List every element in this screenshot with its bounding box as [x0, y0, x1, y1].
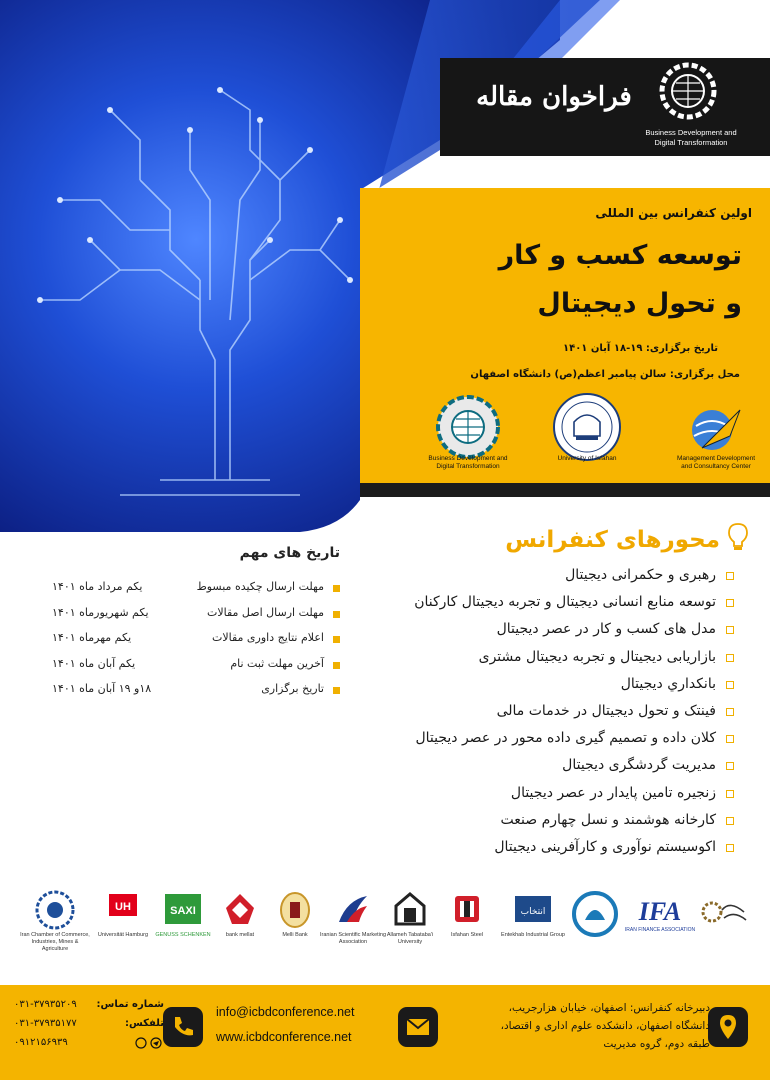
sponsor-allameh-tabatabai: Allameh Tabataba'i University [375, 890, 445, 956]
host-caption-bddt: Business Development and Digital Transformation [428, 455, 508, 470]
list-item: بانکداري دیجیتال [314, 671, 734, 698]
date-row: آخرین مهلت ثبت نام یکم آبان ماه ۱۴۰۱ [40, 655, 340, 681]
bullet-square-icon [726, 599, 734, 607]
important-dates-heading: تاریخ های مهم [239, 545, 340, 561]
bullet-square-icon [726, 762, 734, 770]
bullet-square-icon [726, 817, 734, 825]
footer-website[interactable]: www.icbdconference.net [216, 1030, 352, 1044]
sponsor-logos [20, 890, 755, 960]
list-item: توسعه منابع انسانی دیجیتال و تجربه دیجیتال کارکنان [314, 589, 734, 616]
messenger-icons [134, 1037, 164, 1052]
sponsor-entekhab: انتخاب Entekhab Industrial Group [498, 890, 568, 956]
list-item: مدل های کسب و کار در عصر دیجیتال [314, 616, 734, 643]
management-center-logo-icon [682, 396, 748, 462]
date-row: اعلام نتایج داوری مقالات یکم مهرماه ۱۴۰۱ [40, 629, 340, 655]
list-item: کارخانه هوشمند و نسل چهارم صنعت [314, 807, 734, 834]
isfahan-steel-logo-icon [447, 890, 487, 930]
bullet-icon [333, 585, 340, 592]
round-emblem-logo-icon [571, 890, 619, 938]
hero-banner [0, 0, 770, 535]
sponsor-bank-mellat: bank mellat [205, 890, 275, 956]
conference-subtitle: اولین کنفرانس بین المللی [595, 206, 752, 220]
host-caption-management: Management Development and Consultancy Center [676, 455, 756, 470]
bullet-icon [333, 687, 340, 694]
bullet-square-icon [726, 654, 734, 662]
lightbulb-icon [727, 522, 749, 552]
sponsor-ifa [620, 890, 700, 956]
email-icon-box [398, 1007, 438, 1047]
mobile-number[interactable]: ۰۹۱۲۱۵۶۹۳۹ [14, 1037, 68, 1048]
list-item: بازاریابی دیجیتال و تجربه دیجیتال مشتری [314, 644, 734, 671]
organizer-name-en: Business Development and Digital Transformation [645, 128, 737, 147]
svg-text:SAXI: SAXI [170, 905, 196, 917]
topics-list [314, 562, 734, 861]
sponsor-uni-hamburg: UH Universität Hamburg [88, 890, 158, 956]
host-caption-isfahan: University of Isfahan [557, 455, 617, 462]
decorative-strip [360, 483, 770, 497]
sponsor-iran-chamber: Iran Chamber of Commerce, Industries, Mines & Agriculture [20, 890, 90, 956]
date-row: تاریخ برگزاری ۱۸و ۱۹ آبان ماه ۱۴۰۱ [40, 680, 340, 706]
bullet-icon [333, 611, 340, 618]
organizer-gear-globe-icon [659, 62, 717, 120]
list-item: فینتک و تحول دیجیتال در خدمات مالی [314, 698, 734, 725]
location-pin-icon [708, 1007, 748, 1047]
bullet-square-icon [726, 572, 734, 580]
allameh-tabatabai-logo-icon [390, 890, 430, 930]
fax-number[interactable]: ۰۳۱-۳۷۹۳۵۱۷۷ [14, 1018, 77, 1029]
svg-text:UH: UH [115, 901, 131, 913]
marketing-association-logo-icon [333, 890, 373, 930]
bullet-icon [333, 636, 340, 643]
topics-heading: محورهای کنفرانس [505, 527, 720, 553]
bullet-square-icon [726, 735, 734, 743]
list-item: زنجیره تامین پایدار در عصر دیجیتال [314, 780, 734, 807]
phone-icon [163, 1007, 203, 1047]
sponsor-isfahan-steel: Isfahan Steel [432, 890, 502, 956]
conference-title: توسعه کسب و کار و تحول دیجیتال [498, 240, 742, 319]
list-item: مدیریت گردشگری دیجیتال [314, 752, 734, 779]
svg-text:IRAN FINANCE ASSOCIATION: IRAN FINANCE ASSOCIATION [625, 927, 695, 933]
bullet-icon [333, 662, 340, 669]
ifa-logo-icon [625, 890, 695, 934]
list-item: رهبری و حکمرانی دیجیتال [314, 562, 734, 589]
contact-footer [0, 985, 770, 1080]
bullet-square-icon [726, 844, 734, 852]
conference-venue: محل برگزاری: سالن پیامبر اعظم(ص) دانشگاه اصفهان [470, 369, 740, 380]
phone-number[interactable]: ۰۳۱-۳۷۹۳۵۲۰۹ [14, 999, 77, 1010]
bullet-square-icon [726, 708, 734, 716]
genuss-logo-icon [161, 890, 205, 930]
sponsor-genuss: SAXI GENUSS SCHENKEN [148, 890, 218, 956]
melli-bank-logo-icon [275, 890, 315, 930]
important-dates-list [40, 578, 340, 706]
university-of-isfahan-logo-icon [552, 392, 622, 462]
location-icon-box [708, 1007, 748, 1047]
conference-info-box [360, 188, 770, 483]
date-row: مهلت ارسال چکیده مبسوط یکم مرداد ماه ۱۴۰۱ [40, 578, 340, 604]
iran-chamber-logo-icon [35, 890, 75, 930]
entekhab-logo-icon [511, 890, 555, 930]
bullet-square-icon [726, 790, 734, 798]
uni-hamburg-logo-icon [103, 890, 143, 930]
sponsor-marketing-association: Iranian Scientific Marketing Association [318, 890, 388, 956]
footer-email[interactable]: info@icbdconference.net [216, 1005, 355, 1019]
bank-mellat-logo-icon [220, 890, 260, 930]
bullet-square-icon [726, 626, 734, 634]
footer-address: دبیرخانه کنفرانس: اصفهان، خیابان هزارجریب، دانشگاه اصفهان، دانشکده علوم اداری و اقتصاد، طبقه دوم، گروه مدیریت [500, 1002, 710, 1050]
sponsor-calligraphy [695, 890, 755, 956]
date-row: مهلت ارسال اصل مقالات یکم شهریورماه ۱۴۰۱ [40, 604, 340, 630]
svg-text:انتخاب: انتخاب [520, 907, 546, 917]
list-item: کلان داده و تصمیم گیری داده محور در عصر دیجیتال [314, 725, 734, 752]
phone-icon-box [163, 1007, 203, 1047]
whatsapp-telegram-icon [134, 1037, 164, 1049]
list-item: اکوسیستم نوآوری و کارآفرینی دیجیتال [314, 834, 734, 861]
sponsor-melli-bank: Melli Bank [260, 890, 330, 956]
call-for-papers-title: فراخوان مقاله [476, 82, 632, 112]
envelope-icon [398, 1007, 438, 1047]
bddt-logo-icon [435, 394, 501, 460]
calligraphy-logo-icon [700, 890, 750, 934]
footer-phones: شماره تماس: ۰۳۱-۳۷۹۳۵۲۰۹ تلفکس: ۰۳۱-۳۷۹۳۵۱۷۷ ۰۹۱۲۱۵۶۹۳۹ [14, 999, 164, 1056]
bullet-square-icon [726, 681, 734, 689]
conference-date: تاریخ برگزاری: ۱۹-۱۸ آبان ۱۴۰۱ [562, 343, 718, 354]
svg-text:IFA: IFA [638, 897, 682, 926]
